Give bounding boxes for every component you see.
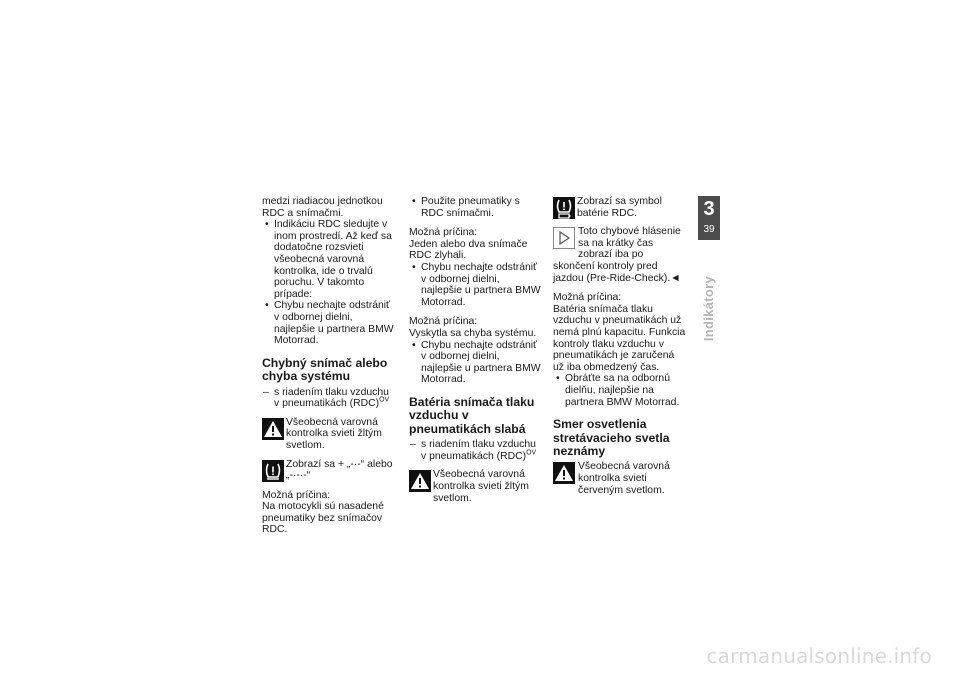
col3-warning-text: Všeobecná varovná kontrolka svieti červeným svetlom. [578, 461, 670, 496]
col1-warning-text: Všeobecná varovná kontrolka svieti žltým svetlom. [286, 416, 382, 451]
col2-dash-sup: OV [526, 449, 537, 457]
col2-bullet-top: • Použite pneumatiky s RDC snímačmi. [409, 196, 543, 219]
col2-bullet-2: • Chybu nechajte odstrániť v odbornej dielni, najlepšie u partnera BMW Motorrad. [409, 340, 543, 386]
note-arrow-icon [553, 227, 575, 249]
watermark: carmanualsonline.info [706, 644, 932, 668]
col2-dash-item [409, 439, 543, 462]
col3-cause-label: Možná príčina: [553, 292, 622, 304]
col1-cause-text: Na motocykli sú nasadené pneumatiky bez snímačov RDC. [262, 501, 384, 536]
col2-warning-text: Všeobecná varovná kontrolka svieti žltým svetlom. [433, 469, 529, 504]
warning-triangle-icon [262, 418, 284, 440]
col1-tire-text: Zobrazí sa + „-·-“ alebo „-·-·-“ [286, 458, 393, 482]
col3-heading: Smer osvetlenia stretávacieho svetla neznámy [553, 417, 670, 458]
col3-tire-text: Zobrazí sa symbol batérie RDC. [577, 196, 662, 219]
col3-bullet: • Obráťte sa na odbornú dielňu, najlepšie na partnera BMW Motorrad. [553, 373, 687, 408]
warning-triangle-icon [409, 470, 431, 492]
col3-tire-row [553, 196, 687, 219]
col3-note-text: Toto chybové hlásenie sa na krátky čas zobrazí iba po skončení kontroly pred jazdou (Pre-Ride-Check).◄ [553, 226, 681, 284]
col1-dash-item [262, 387, 395, 410]
tire-battery-icon [553, 197, 575, 219]
col1-intro: medzi riadiacou jednotkou RDC a snímačmi. [262, 196, 383, 219]
col2-dash-text: s riadením tlaku vzduchu v pneumatikách (RDC) [421, 439, 536, 462]
column-2 [409, 196, 543, 504]
column-1 [262, 196, 395, 536]
chapter-number: 3 [703, 198, 715, 220]
col1-dash-text: s riadením tlaku vzduchu v pneumatikách (RDC) [274, 386, 389, 410]
col2-cause-text-1: Jeden alebo dva snímače RDC zlyhali. [409, 238, 528, 262]
col1-bullet-1: • Indikáciu RDC sledujte v inom prostredí. Až keď sa dodatočne rozsvieti všeobecná varovná kontrolka, ide o trvalú poruchu. V takomto prípade: [262, 219, 395, 300]
section-label: Indikátory [701, 276, 716, 342]
col2-bullet-1: • Chybu nechajte odstrániť v odbornej dielni, najlepšie u partnera BMW Motorrad. [409, 262, 543, 308]
page-number: 39 [703, 224, 715, 235]
col2-heading: Batéria snímača tlaku vzduchu v pneumatikách slabá [409, 394, 535, 436]
col1-tire-row [262, 459, 395, 482]
col2-cause-label-2: Možná príčina: [409, 316, 478, 328]
col2-cause-label-1: Možná príčina: [409, 227, 478, 239]
chapter-tab [698, 196, 720, 240]
col1-cause-label: Možná príčina: [262, 489, 331, 501]
col1-dash-sup: OV [379, 396, 390, 404]
col3-cause-text: Batéria snímača tlaku vzduchu v pneumatikách už nemá plnú kapacitu. Funkcia kontroly tlaku vzduchu v pneumatikách je zaručená už iba obmedzený čas. [553, 303, 686, 373]
column-3 [553, 196, 687, 496]
tire-pressure-icon [262, 460, 284, 482]
col3-note [553, 226, 687, 284]
col3-warning-row [553, 461, 687, 496]
col1-heading: Chybný snímač alebo chyba systému [262, 355, 388, 384]
col2-cause-text-2: Vyskytla sa chyba systému. [409, 327, 537, 339]
col1-bullet-2: • Chybu nechajte odstrániť v odbornej dielni, najlepšie u partnera BMW Motorrad. [262, 300, 395, 346]
col2-warning-row [409, 469, 543, 504]
col1-warning-row [262, 417, 395, 452]
warning-triangle-icon [553, 462, 575, 484]
